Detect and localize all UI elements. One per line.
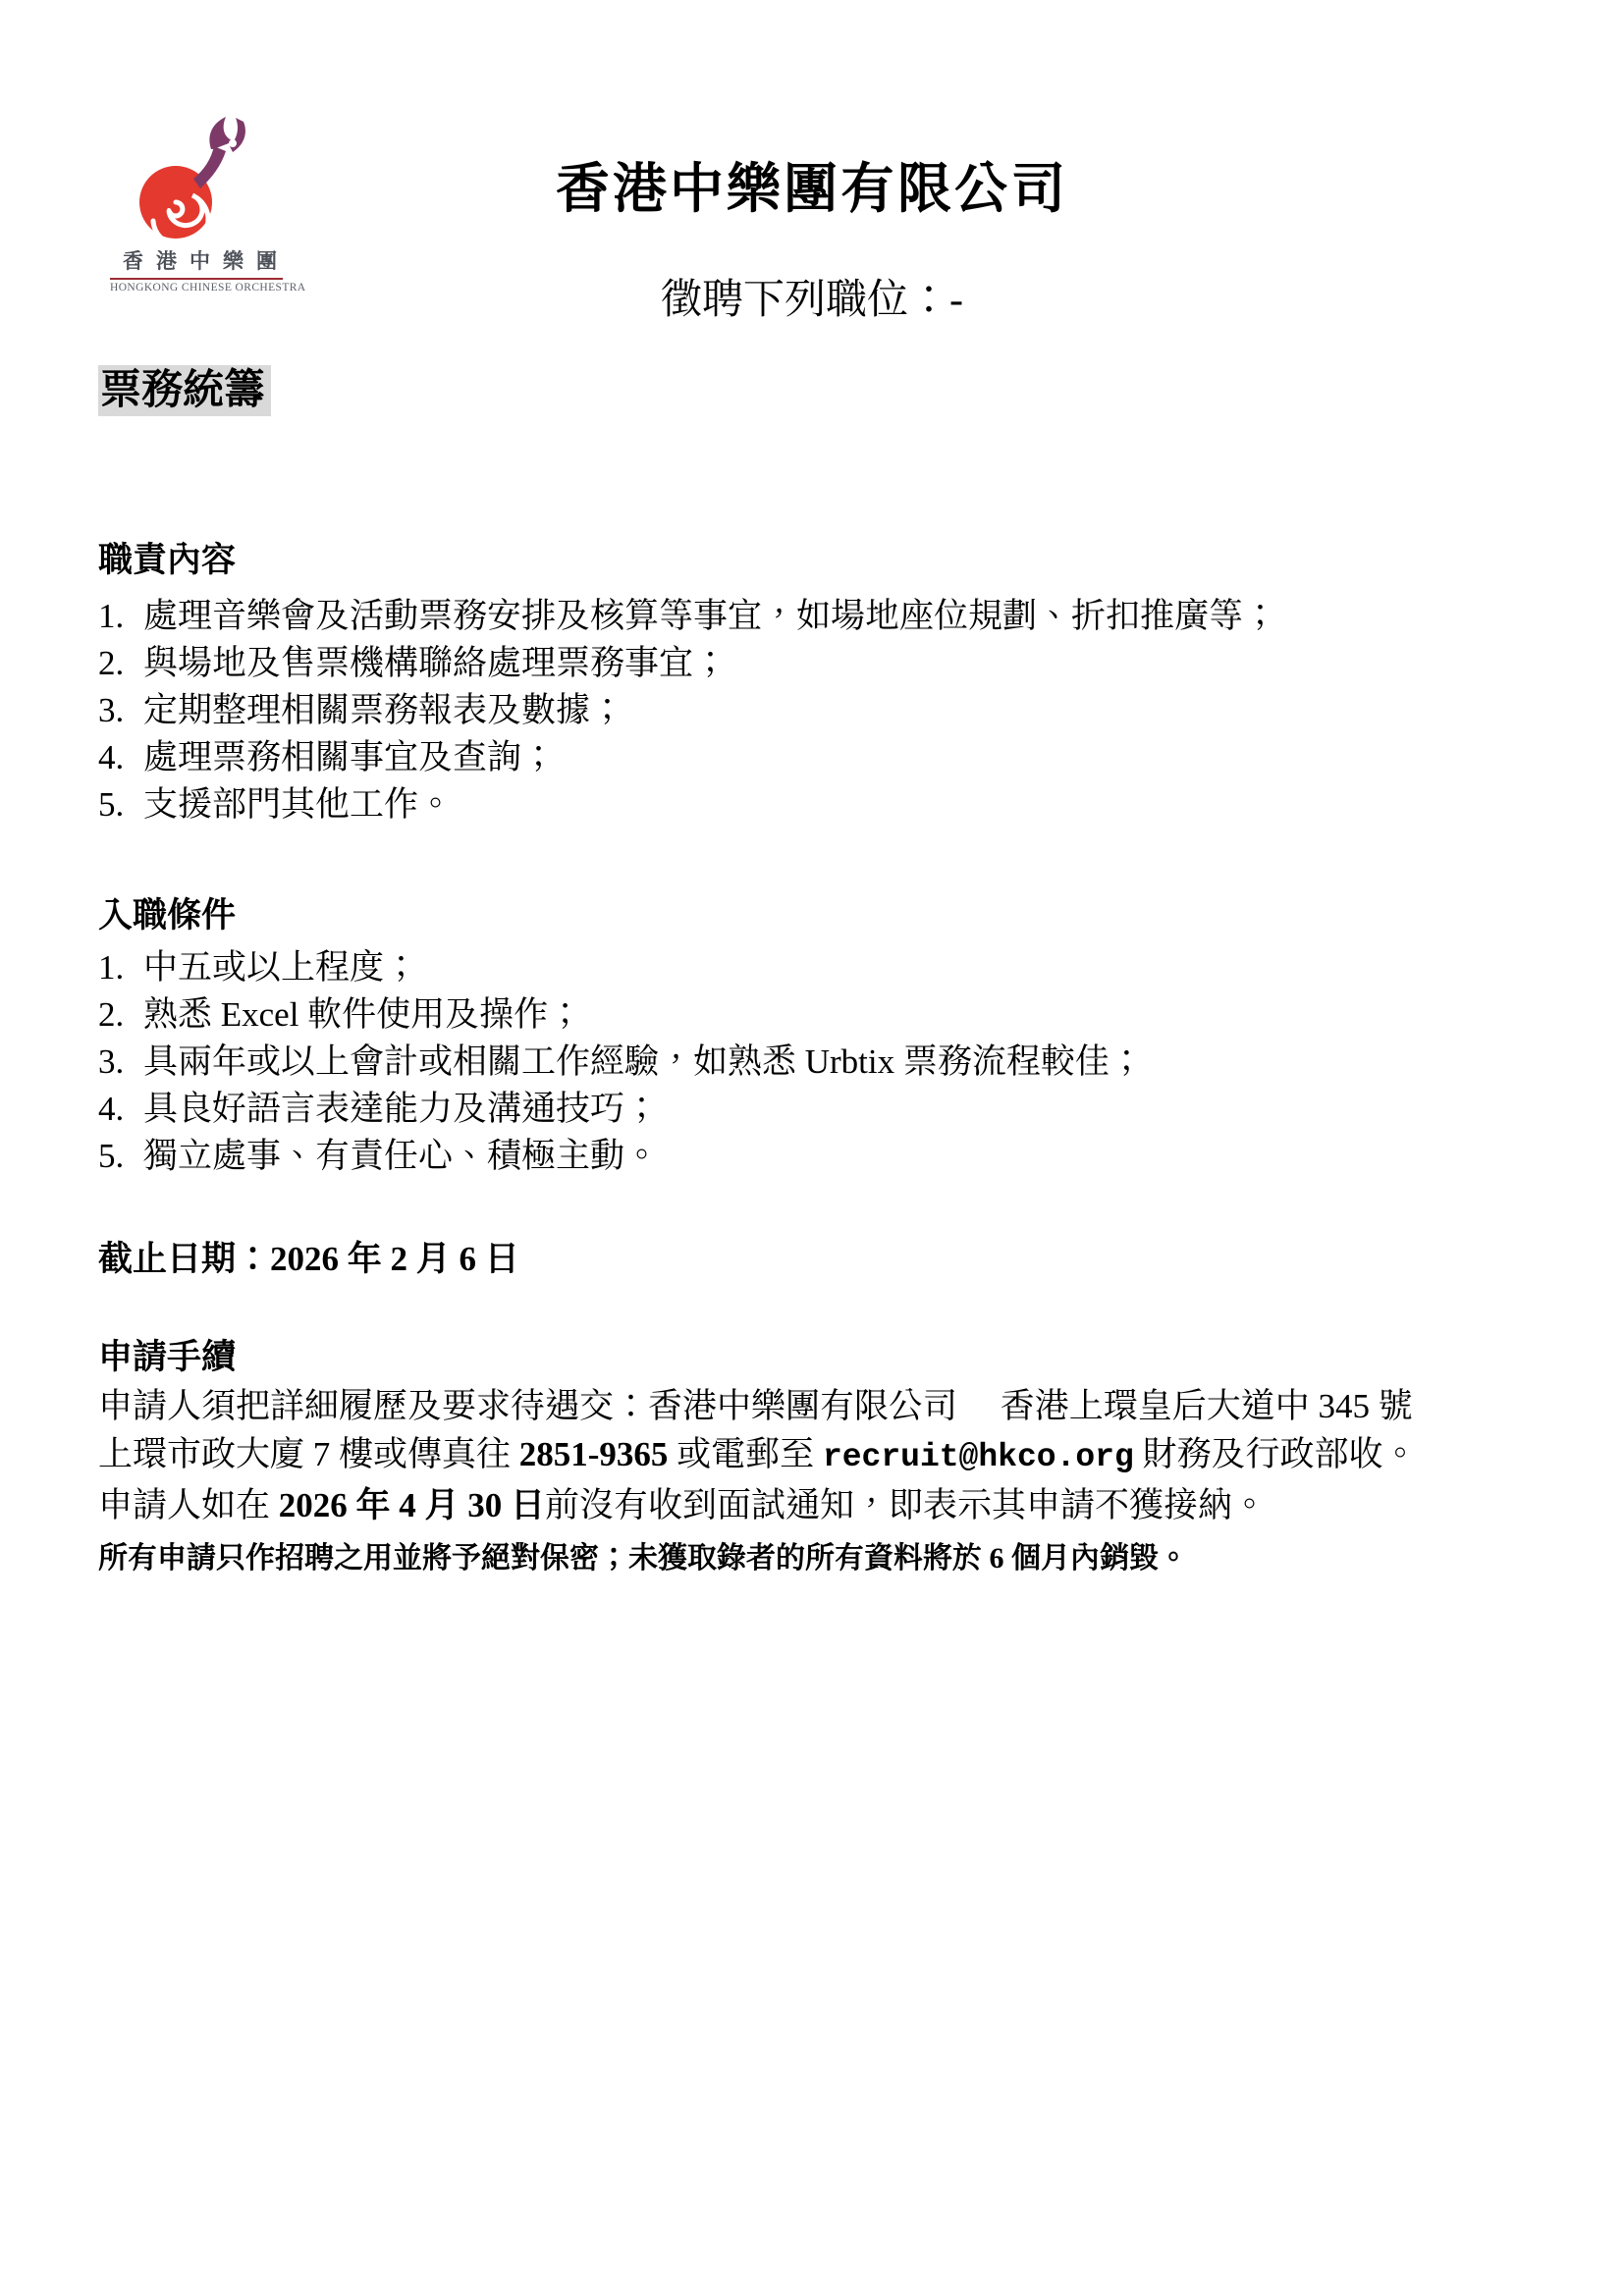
- requirement-item: [98, 1133, 1467, 1180]
- item-text: 具兩年或以上會計或相關工作經驗，如熟悉 Urbtix 票務流程較佳；: [143, 1042, 1144, 1081]
- apply-line-3-text: 前沒有收到面試通知，即表示其申請不獲接納。: [545, 1486, 1268, 1524]
- item-number: 1.: [98, 948, 125, 987]
- apply-paragraph: [98, 1382, 1467, 1529]
- duty-item: [98, 640, 1467, 687]
- item-number: 2.: [98, 644, 125, 682]
- apply-line-3: [98, 1481, 1467, 1529]
- page-title: 香港中樂團有限公司: [555, 159, 1068, 219]
- duty-item: [98, 687, 1467, 734]
- item-text: 獨立處事、有責任心、積極主動。: [143, 1137, 660, 1175]
- item-text: 熟悉 Excel 軟件使用及操作；: [143, 995, 583, 1034]
- item-number: 5.: [98, 1137, 125, 1175]
- duty-item: [98, 781, 1467, 828]
- page-subtitle: 徵聘下列職位：-: [661, 278, 963, 323]
- document-body: [98, 365, 1467, 1580]
- item-text: 具良好語言表達能力及溝通技巧；: [143, 1090, 660, 1128]
- fax-number: 2851-9365: [518, 1435, 669, 1473]
- duties-section: [98, 536, 1467, 828]
- requirements-section: [98, 891, 1467, 1180]
- apply-line-1: 申請人須把詳細履歷及要求待遇交：香港中樂團有限公司 香港上環皇后大道中 345 號: [98, 1387, 1413, 1425]
- deadline-line: 截止日期：2026 年 2 月 6 日: [98, 1240, 519, 1278]
- item-text: 與場地及售票機構聯絡處理票務事宜；: [143, 644, 729, 682]
- requirement-item: [98, 1039, 1467, 1086]
- requirement-item: [98, 991, 1467, 1039]
- duty-item: [98, 593, 1467, 640]
- job-position-title: 票務統籌: [98, 365, 271, 416]
- item-text: 支援部門其他工作。: [143, 785, 454, 824]
- item-text: 定期整理相關票務報表及數據；: [143, 691, 625, 729]
- logo-english-name: HONGKONG CHINESE ORCHESTRA: [110, 282, 306, 294]
- item-number: 3.: [98, 1042, 125, 1081]
- item-number: 3.: [98, 691, 125, 729]
- item-text: 處理音樂會及活動票務安排及核算等事宜，如場地座位規劃、折扣推廣等；: [143, 597, 1278, 635]
- duties-list: [98, 593, 1467, 828]
- privacy-note: 所有申請只作招聘之用並將予絕對保密；未獲取錄者的所有資料將於 6 個月內銷毀。: [98, 1542, 1188, 1575]
- requirements-heading: 入職條件: [98, 896, 237, 934]
- item-number: 4.: [98, 1090, 125, 1128]
- apply-line-3-text: 申請人如在: [98, 1486, 279, 1524]
- apply-section: [98, 1333, 1467, 1580]
- apply-line-2-text: 或電郵至: [668, 1435, 823, 1473]
- item-number: 2.: [98, 995, 125, 1034]
- logo-chinese-name: 香港中樂團: [123, 249, 290, 273]
- reply-deadline-date: 2026 年 4 月 30 日: [278, 1486, 546, 1524]
- apply-line-2-text: 上環市政大廈 7 樓或傳真往: [98, 1435, 519, 1473]
- item-number: 1.: [98, 597, 125, 635]
- requirement-item: [98, 1086, 1467, 1133]
- apply-heading: 申請手續: [98, 1338, 237, 1376]
- email-address: recruit@hkco.org: [822, 1439, 1134, 1475]
- requirement-item: [98, 944, 1467, 991]
- item-number: 4.: [98, 738, 125, 776]
- requirements-list: [98, 944, 1467, 1180]
- item-text: 中五或以上程度；: [143, 948, 419, 987]
- duty-item: [98, 734, 1467, 781]
- duties-heading: 職責內容: [98, 541, 237, 579]
- item-text: 處理票務相關事宜及查詢；: [143, 738, 557, 776]
- apply-line-2-text: 財務及行政部收。: [1133, 1435, 1418, 1473]
- apply-line-2: [98, 1430, 1467, 1481]
- item-number: 5.: [98, 785, 125, 824]
